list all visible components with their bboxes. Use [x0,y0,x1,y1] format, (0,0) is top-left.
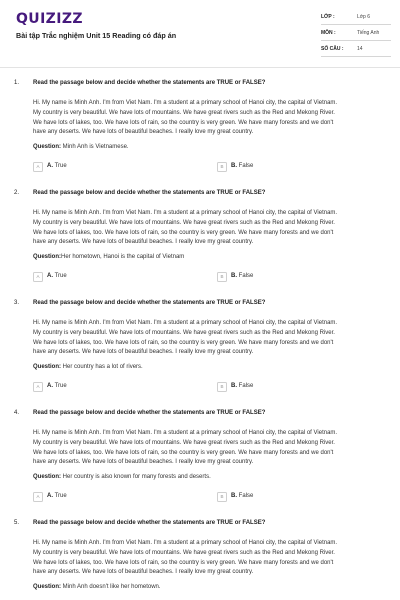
question-statement [33,584,161,590]
option-value: False [238,493,254,499]
option-letter-box: B [217,162,227,172]
question-text: Minh Anh doesn't like her hometown. [61,584,161,590]
meta-divider [321,40,391,41]
question-label: Question: [33,584,61,590]
question-label: Question: [33,144,61,150]
option-text [47,163,67,169]
question-text: Her hometown, Hanoi is the capital of Vietnam [61,254,185,260]
option-value: False [238,383,254,389]
meta-grade-value: Lớp 6 [357,14,371,20]
question-block-4 [0,410,400,520]
reading-passage [33,99,391,138]
quizizz-logo: QUIZIZZ [16,11,83,27]
option-value: True [54,273,67,279]
reading-passage [33,319,391,358]
worksheet-title: Bài tập Trắc nghiệm Unit 15 Reading có đáp án [16,31,177,40]
option-label: B. [231,383,237,389]
option-value: True [54,163,67,169]
question-number: 4. [14,410,20,416]
passage-line: My country is very beautiful. We have lots of mountains. We have great rivers such as the Red and Mekong River. [33,219,335,226]
option-label: A. [47,493,53,499]
question-label: Question: [33,254,61,260]
meta-count-label: SỐ CÂU : [321,46,344,52]
question-statement [33,254,184,260]
question-label: Question: [33,364,61,370]
option-label: B. [231,493,237,499]
passage-line: have any deserts. We have lots of beautiful beaches. I really love my great country. [33,129,254,136]
option-letter-box: A [33,162,43,172]
option-value: False [238,163,254,169]
passage-line: My country is very beautiful. We have lots of mountains. We have great rivers such as the Red and Mekong River. [33,549,335,556]
passage-line: My country is very beautiful. We have lots of mountains. We have great rivers such as the Red and Mekong River. [33,439,335,446]
option-text [47,273,67,279]
passage-line: Hi. My name is Minh Anh. I'm from Viet Nam. I'm a student at a primary school of Hanoi city, the capital of Vietnam. [33,430,338,436]
question-number: 2. [14,190,20,196]
passage-line: We have lots of lakes, too. We have lots of rain, so the country is very green. We have many forests and we don't [33,339,334,346]
question-statement [33,364,143,370]
question-statement [33,474,211,480]
question-prompt: Read the passage below and decide whether the statements are TRUE or FALSE? [33,300,266,306]
meta-grade-label: LỚP : [321,14,335,20]
question-block-2 [0,190,400,300]
passage-line: My country is very beautiful. We have lots of mountains. We have great rivers such as the Red and Mekong River. [33,329,335,336]
meta-subject-label: MÔN : [321,30,336,36]
option-letter-box: A [33,492,43,502]
option-label: A. [47,163,53,169]
meta-count-value: 14 [357,46,363,52]
question-text: Her country is also known for many forests and deserts. [61,474,211,480]
option-label: B. [231,163,237,169]
option-text [231,383,253,389]
question-statement [33,144,129,150]
question-block-1 [0,80,400,190]
option-label: B. [231,273,237,279]
worksheet-header [0,0,400,68]
question-text: Minh Anh is Vietnamese. [61,144,129,150]
passage-line: We have lots of lakes, too. We have lots of rain, so the country is very green. We have many forests and we don't [33,229,334,236]
reading-passage [33,429,391,468]
option-text [47,493,67,499]
passage-line: have any deserts. We have lots of beautiful beaches. I really love my great country. [33,459,254,466]
option-letter-box: B [217,492,227,502]
question-number: 1. [14,80,20,86]
option-value: False [238,273,254,279]
meta-divider [321,56,391,57]
option-letter-box: B [217,382,227,392]
option-letter-box: B [217,272,227,282]
question-prompt: Read the passage below and decide whether the statements are TRUE or FALSE? [33,80,266,86]
option-label: A. [47,273,53,279]
option-value: True [54,493,67,499]
passage-line: have any deserts. We have lots of beautiful beaches. I really love my great country. [33,349,254,356]
passage-line: have any deserts. We have lots of beautiful beaches. I really love my great country. [33,239,254,246]
passage-line: We have lots of lakes, too. We have lots of rain, so the country is very green. We have many forests and we don't [33,559,334,566]
question-text: Her country has a lot of rivers. [61,364,143,370]
option-text [231,163,253,169]
passage-line: My country is very beautiful. We have lots of mountains. We have great rivers such as the Red and Mekong River. [33,109,335,116]
passage-line: Hi. My name is Minh Anh. I'm from Viet Nam. I'm a student at a primary school of Hanoi city, the capital of Vietnam. [33,210,338,216]
option-value: True [54,383,67,389]
passage-line: Hi. My name is Minh Anh. I'm from Viet Nam. I'm a student at a primary school of Hanoi city, the capital of Vietnam. [33,540,338,546]
reading-passage [33,539,391,578]
option-label: A. [47,383,53,389]
question-block-3 [0,300,400,410]
option-text [47,383,67,389]
meta-divider [321,24,391,25]
passage-line: We have lots of lakes, too. We have lots of rain, so the country is very green. We have many forests and we don't [33,449,334,456]
passage-line: have any deserts. We have lots of beautiful beaches. I really love my great country. [33,569,254,576]
passage-line: Hi. My name is Minh Anh. I'm from Viet Nam. I'm a student at a primary school of Hanoi city, the capital of Vietnam. [33,100,338,106]
question-label: Question: [33,474,61,480]
option-text [231,273,253,279]
header-divider [0,67,400,68]
meta-subject-value: Tiếng Anh [357,30,380,36]
passage-line: We have lots of lakes, too. We have lots of rain, so the country is very green. We have many forests and we don't [33,119,334,126]
question-number: 3. [14,300,20,306]
option-text [231,493,253,499]
option-letter-box: A [33,272,43,282]
question-number: 5. [14,520,20,526]
question-prompt: Read the passage below and decide whether the statements are TRUE or FALSE? [33,410,266,416]
reading-passage [33,209,391,248]
option-letter-box: A [33,382,43,392]
passage-line: Hi. My name is Minh Anh. I'm from Viet Nam. I'm a student at a primary school of Hanoi city, the capital of Vietnam. [33,320,338,326]
question-prompt: Read the passage below and decide whether the statements are TRUE or FALSE? [33,190,266,196]
question-prompt: Read the passage below and decide whether the statements are TRUE or FALSE? [33,520,266,526]
question-block-5 [0,520,400,600]
